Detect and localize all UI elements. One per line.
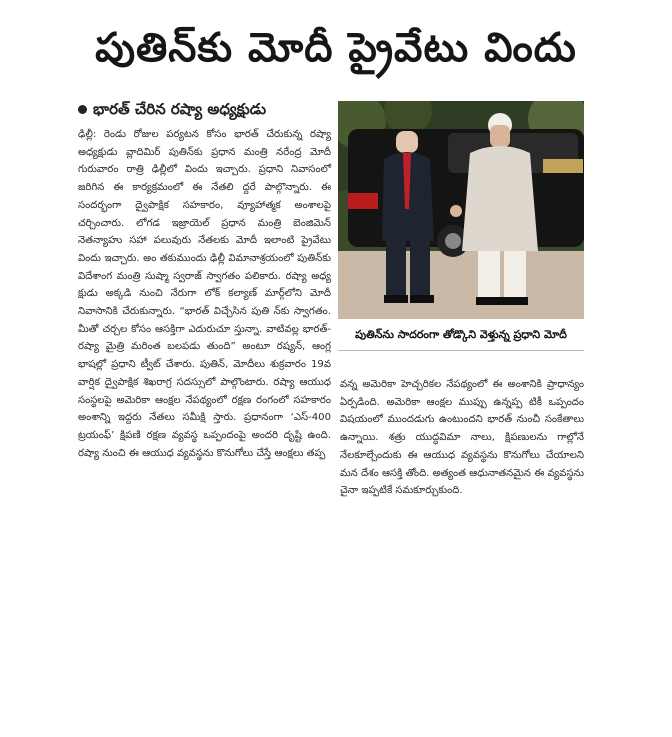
headline: పుతిన్‌కు మోదీ ప్రైవేటు విందు xyxy=(95,25,577,71)
subheadline-text: భారత్ చేరిన రష్యా అధ్యక్షుడు xyxy=(93,100,267,118)
bullet-icon xyxy=(78,105,87,114)
news-photo xyxy=(338,101,584,319)
article-body-left-column: ఢిల్లీ: రెండు రోజుల పర్యటన కోసం భారత్ చేరుకున్న రష్యా అధ్యక్షుడు వ్లాదిమిర్ పుతిన్‌కు ప్రధాన మంత్రి నరేంద్ర మోదీ గురువారం రాత్రి ఢిల్లీలో విందు ఇచ్చారు. ప్రధాని నివాసంలో జరిగిన ఈ కార్యక్రమంలో ఈ నేతలి ద్దరే పాల్గొన్నారు. ఈ సందర్భంగా ద్వైపాక్షిక సహకారం, వ్యూహాత్మక అంశాలపై చర్చించారు. లోగడ ఇజ్రాయెల్ ప్రధాన మంత్రి బెంజిమెన్ నెతన్యాహు సహా పలువురు నేతలకు మోదీ ఇలాంటి ప్రైవేటు విందు ఇచ్చారు. అం తకుముందు ఢిల్లీ విమానాశ్రయంలో పుతిన్‌కు విదేశాంగ మంత్రి సుష్మా స్వరాజ్ స్వాగతం పలికారు. రష్యా అధ్య క్షుడు అక్కడి నుంచి నేరుగా లోక్ కల్యాణ్ మార్గ్‌లోని మోదీ నివాసానికి చేరుకున్నారు. “భారత్ విచ్చేసిన పుతి న్‌కు స్వాగతం. మీతో చర్చల కోసం ఆసక్తిగా ఎదురుచూ స్తున్నా. వాటివల్ల భారత్-రష్యా మైత్రి మరింత బలపడు తుంది” అంటూ రష్యన్, ఆంగ్ల భాషల్లో ప్రధాని ట్వీట్ చేశారు. పుతిన్, మోదీలు శుక్రవారం 19వ వార్షిక ద్వైపాక్షిక శిఖరాగ్ర సదస్సులో పాల్గొంటారు. రష్యా ఆయుధ సంస్థలపై అమెరికా ఆంక్షల నేపథ్యంలో రక్షణ రంగంలో సహకారం అంశాన్ని ఇద్దరు నేతలు సమీక్షి స్తారు. ప్రధానంగా ‘ఎస్-400 ట్రయంఫ్’ క్షిపణి రక్షణ వ్యవస్థ ఒప్పందంపై అందరి దృష్టి ఉంది. రష్యా నుంచి ఈ ఆయుధ వ్యవస్థను కొనుగోలు చేస్తే ఆంక్షలు తప్ప xyxy=(78,129,331,459)
article-body-right-column: వన్న అమెరికా హెచ్చరికల నేపథ్యంలో ఈ అంశానికి ప్రాధాన్యం ఏర్పడింది. అమెరికా ఆంక్షల ముప్పు ఉన్నప్ప టికీ ఒప్పందం విషయంలో ముందడుగు ఉంటుందని భారత్ నుంచీ సంకేతాలు ఉన్నాయి. శత్రు యుద్ధవిమా నాలు, క్షిపణులను గాల్లోనే నేలకూల్చేందుకు ఈ ఆయుధ వ్యవస్థను కొనుగోలు చేయాలని మన దేశం ఆసక్తి తోంది. అత్యంత ఆధునాతనమైన ఈ వ్యవస్థను చైనా ఇప్పటికే సమకూర్చుకుంది. xyxy=(340,379,584,497)
photo-caption: పుతిన్‌ను సాదరంగా తోడ్కొని వెళ్తున్న ప్రధాని మోదీ xyxy=(338,320,584,351)
subheadline xyxy=(78,100,266,122)
